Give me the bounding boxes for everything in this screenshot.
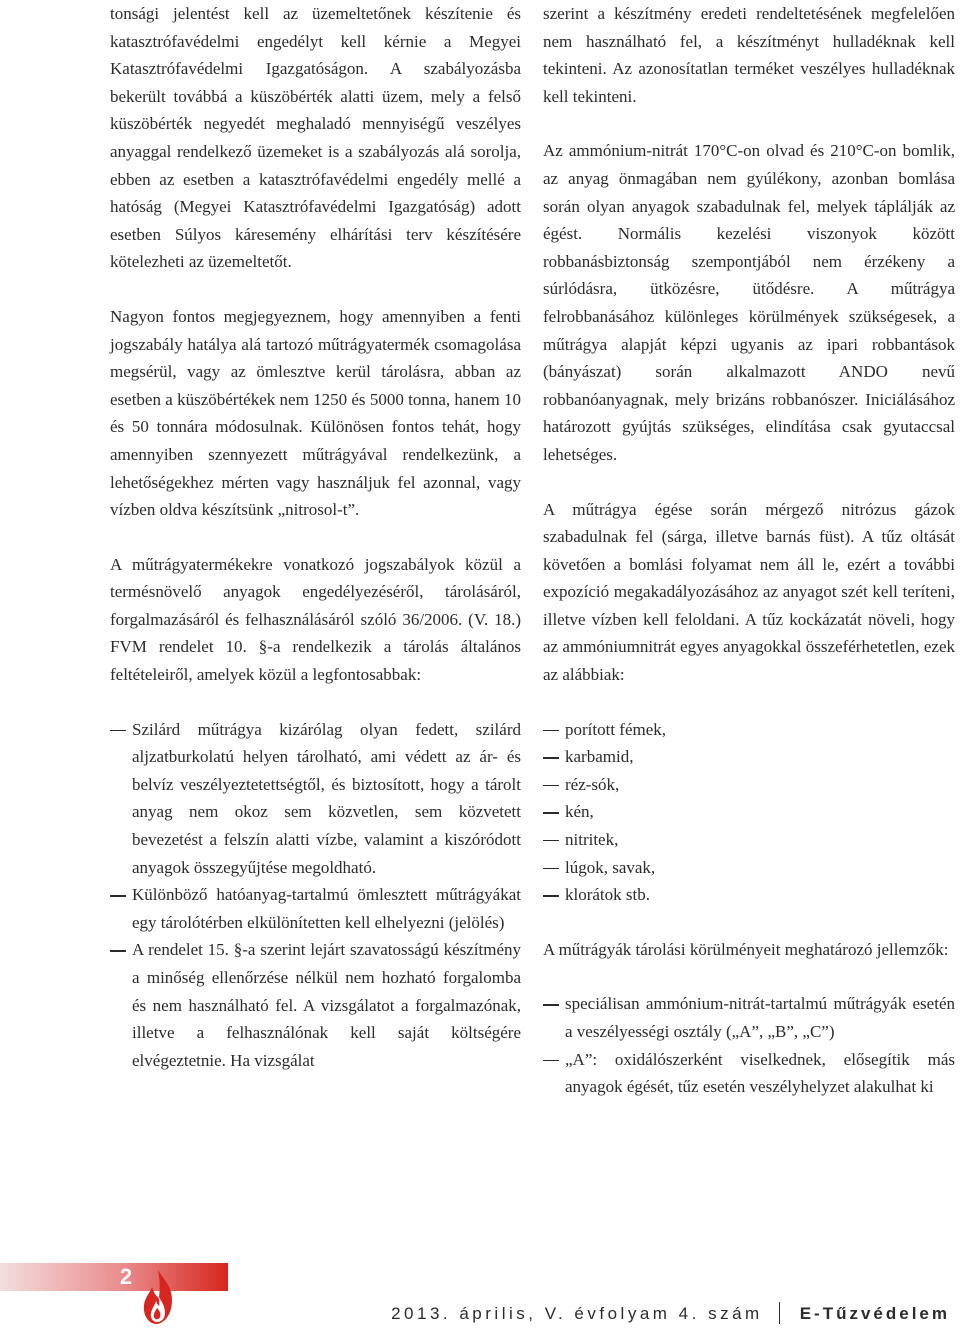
list-item: speciálisan ammónium-nitrát-tartalmú műtrágyák esetén a veszélyességi osztály („A”, „B”, „C”): [543, 990, 955, 1045]
list-item: lúgok, savak,: [543, 854, 955, 882]
right-paragraph-2: Az ammónium-nitrát 170°C-on olvad és 210°C-on bomlik, az anyag önmagában nem gyúlékony, azonban bomlása során olyan anyagok szabadulnak fel, melyek táplálják az égést. Normális kezelési viszonyok között robbanásbiztonság szempontjából nem érzékeny a súrlódásra, ütközésre, ütődésre. A műtrágya felrobbanásához különleges körülmények szükségesek, a műtrágya alapját képzi ugyanis az ipari robbantások (bányászat) során alkalmazott ANDO nevű robbanóanyagnak, mely brizáns robbanószer. Iniciálásához határozott gyújtás szükséges, elindítása csak gyutaccsal lehetséges.: [543, 141, 955, 464]
flame-icon: [138, 1268, 178, 1326]
storage-characteristics-list: [543, 990, 955, 1100]
issue-info: 2013. április, V. évfolyam 4. szám: [391, 1304, 763, 1323]
list-item: karbamid,: [543, 743, 955, 771]
left-paragraph-2: Nagyon fontos megjegyeznem, hogy amennyiben a fenti jogszabály hatálya alá tartozó műtrágyatermék csomagolása megsérül, vagy az ömlesztve kerül tárolásra, abban az esetben a küszöbértékek nem 1250 és 5000 tonna, hanem 10 és 50 tonnára módosulnak. Különösen fontos tehát, hogy amennyiben szennyezett műtrágyával rendelkezünk, a lehetőségekhez mérten vagy használjuk fel azonnal, vagy vízben oldva készítsünk „nitrosol-t”.: [110, 306, 521, 520]
footer-divider: [779, 1302, 780, 1324]
list-item: kén,: [543, 798, 955, 826]
footer-issue-line: [391, 1302, 950, 1324]
left-paragraph-3: A műtrágyatermékekre vonatkozó jogszabályok közül a termésnövelő anyagok engedélyezéséről, tárolásáról, forgalmazásáról és felhasználásáról szóló 36/2006. (V. 18.) FVM rendelet 10. §-a rendelkezik a tárolás általános feltételeiről, amelyek közül a legfontosabbak:: [110, 554, 521, 685]
list-item: nitritek,: [543, 826, 955, 854]
left-column: [110, 0, 521, 1101]
page-number: 2: [119, 1264, 133, 1289]
left-paragraph-1: tonsági jelentést kell az üzemeltetőnek készítenie és katasztrófavédelmi engedélyt kell kérnie a Megyei Katasztrófavédelmi Igazgatóságon. A szabályozásba bekerült továbbá a küszöbérték alatti üzem, mely a felső küszöbérték negyedét meghaladó mennyiségű veszélyes anyaggal rendelkező üzemeket is a szabályozás alá sorolja, ebben az esetben a katasztrófavédelmi engedély mellé a hatóság (Megyei Katasztrófavédelmi Igazgatóság) adott esetben Súlyos káresemény elhárítási terv készítésére kötelezheti az üzemeltetőt.: [110, 4, 521, 272]
list-item: porított fémek,: [543, 716, 955, 744]
right-paragraph-1: szerint a készítmény eredeti rendeltetésének megfelelően nem használható fel, a készítményt hulladéknak kell tekinteni. Az azonosítatlan terméket veszélyes hulladéknak kell tekinteni.: [543, 4, 955, 106]
page-footer: [0, 1250, 960, 1338]
right-column: [543, 0, 955, 1128]
list-item: „A”: oxidálószerként viselkednek, elősegítik más anyagok égését, tűz esetén veszélyhelyzet alakulhat ki: [543, 1046, 955, 1101]
right-paragraph-3: A műtrágya égése során mérgező nitrózus gázok szabadulnak fel (sárga, illetve barnás füst). A tűz oltását követően a bomlási folyamat nem áll le, ezért a további expozíció megakadályozásához az anyagot szét kell teríteni, illetve vízben kell feloldani. A tűz kockázatát növeli, hogy az ammóniumnitrát egyes anyagokkal összeférhetetlen, ezek az alábbiak:: [543, 499, 955, 685]
list-item: Szilárd műtrágya kizárólag olyan fedett, szilárd aljzatburkolatú helyen tárolható, ami védett az ár- és belvíz veszélyeztetettségtől, és biztosított, hogy a tárolt anyag nem okoz sem közvetlen, sem közvetett bevezetést a felszín alatti vízbe, valamint a kiszóródott anyagok összegyűjtése megoldható.: [110, 716, 521, 882]
list-item: Különböző hatóanyag-tartalmú ömlesztett műtrágyákat egy tárolótérben elkülönítetten kell elhelyezni (jelölés): [110, 881, 521, 936]
magazine-name: E-Tűzvédelem: [799, 1304, 950, 1323]
list-item: A rendelet 15. §-a szerint lejárt szavatosságú készítmény a minőség ellenőrzése nélkül nem hozható forgalomba és nem használható fel. A vizsgálatot a forgalmazónak, illetve a felhasználónak kell saját költségére elvégeztetnie. Ha vizsgálat: [110, 936, 521, 1074]
list-item: réz-sók,: [543, 771, 955, 799]
storage-rules-list: [110, 716, 521, 1075]
list-item: klorátok stb.: [543, 881, 955, 909]
incompatible-materials-list: [543, 716, 955, 909]
right-paragraph-4: A műtrágyák tárolási körülményeit meghatározó jellemzők:: [543, 939, 949, 959]
